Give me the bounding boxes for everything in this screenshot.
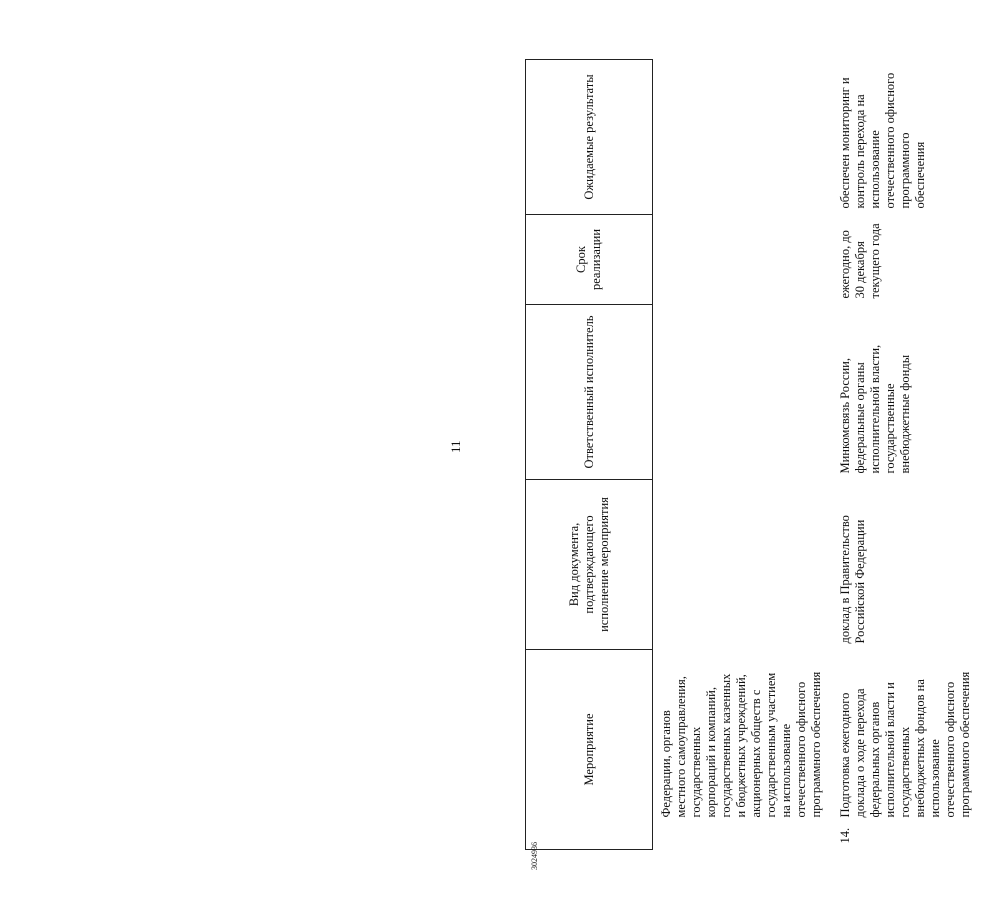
activity-cell [832, 650, 981, 850]
rotated-document-page [448, 60, 972, 870]
activity-text: Федерации, органов местного самоуправления, государственных корпораций и компаний, государственных казенных и бюджетных учреждений, акционерных обществ с государственным участием на использование отечественного офисного программного обеспечения [659, 671, 823, 818]
executor-cell [653, 305, 833, 480]
result-cell [653, 60, 833, 215]
document-cell [653, 480, 833, 650]
page-number: 11 [448, 440, 463, 453]
activities-table [525, 59, 981, 850]
header-result: Ожидаемые результаты [526, 60, 653, 215]
document-code: 3024936 [530, 842, 539, 870]
activity-cell [653, 650, 833, 850]
header-activity: Мероприятие [526, 650, 653, 850]
table-header-row [526, 60, 653, 850]
item-number: 14. [838, 827, 852, 844]
deadline-cell [653, 215, 833, 305]
executor-cell: Минкомсвязь России, федеральные органы исполнительной власти, государственные внебюджетные фонды [838, 344, 912, 474]
header-executor: Ответственный исполнитель [526, 305, 653, 480]
table-row [832, 60, 981, 850]
result-cell: обеспечен мониторинг и контроль перехода на использование отечественного офисного программного обеспечения [838, 72, 927, 209]
table-row [653, 60, 833, 850]
deadline-cell: ежегодно, до 30 декабря текущего года [838, 223, 882, 299]
header-document: Вид документа, подтверждающего исполнение мероприятия [526, 480, 653, 650]
activity-text: Подготовка ежегодного доклада о ходе перехода федеральных органов исполнительной власти и государственных внебюджетных фондов на использование отечественного офисного программного обеспечения [838, 671, 972, 818]
document-cell: доклад в Правительство Российской Федерации [838, 515, 867, 644]
header-deadline: Срок реализации [526, 215, 653, 305]
